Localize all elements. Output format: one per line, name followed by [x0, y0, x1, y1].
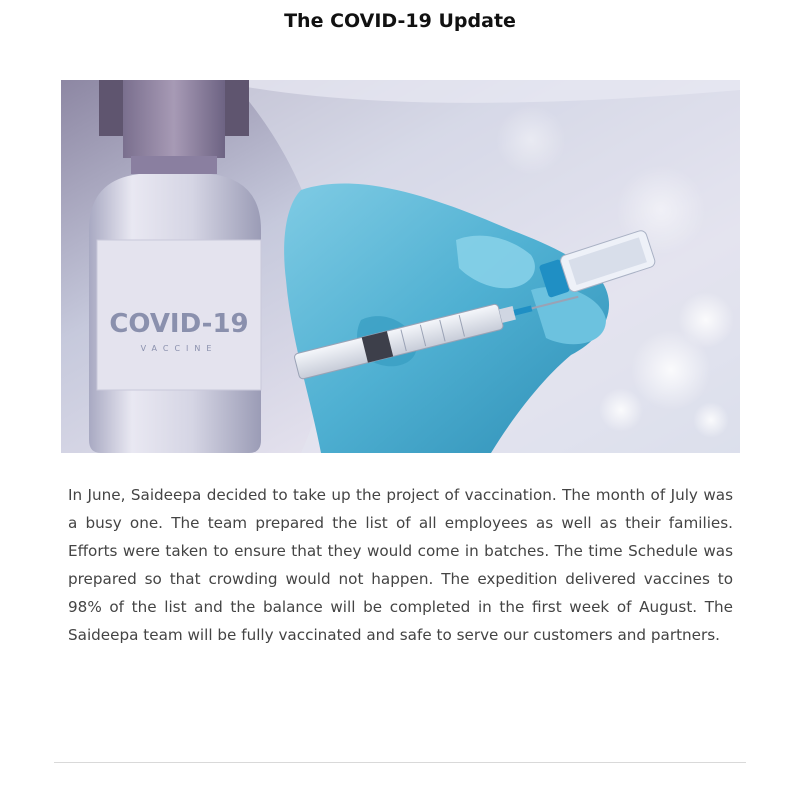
article-title: The COVID-19 Update — [284, 10, 516, 32]
divider — [54, 762, 746, 763]
article-body: In June, Saideepa decided to take up the project of vaccination. The month of July was a busy one. The team prepared the list of all employees as well as their families. Efforts were taken to ensure that they would come in batches. The time Schedule was prepared so that crowding would not happen. The expedition delivered vaccines to 98% of the list and the balance will be completed in the first week of August. The Saideepa team will be fully vaccinated and safe to serve our customers and partners. — [68, 486, 733, 644]
covid-vaccine-image — [61, 80, 740, 453]
vial-label-sub: VACCINE — [140, 344, 218, 353]
vial-label-main: COVID-19 — [109, 309, 249, 339]
